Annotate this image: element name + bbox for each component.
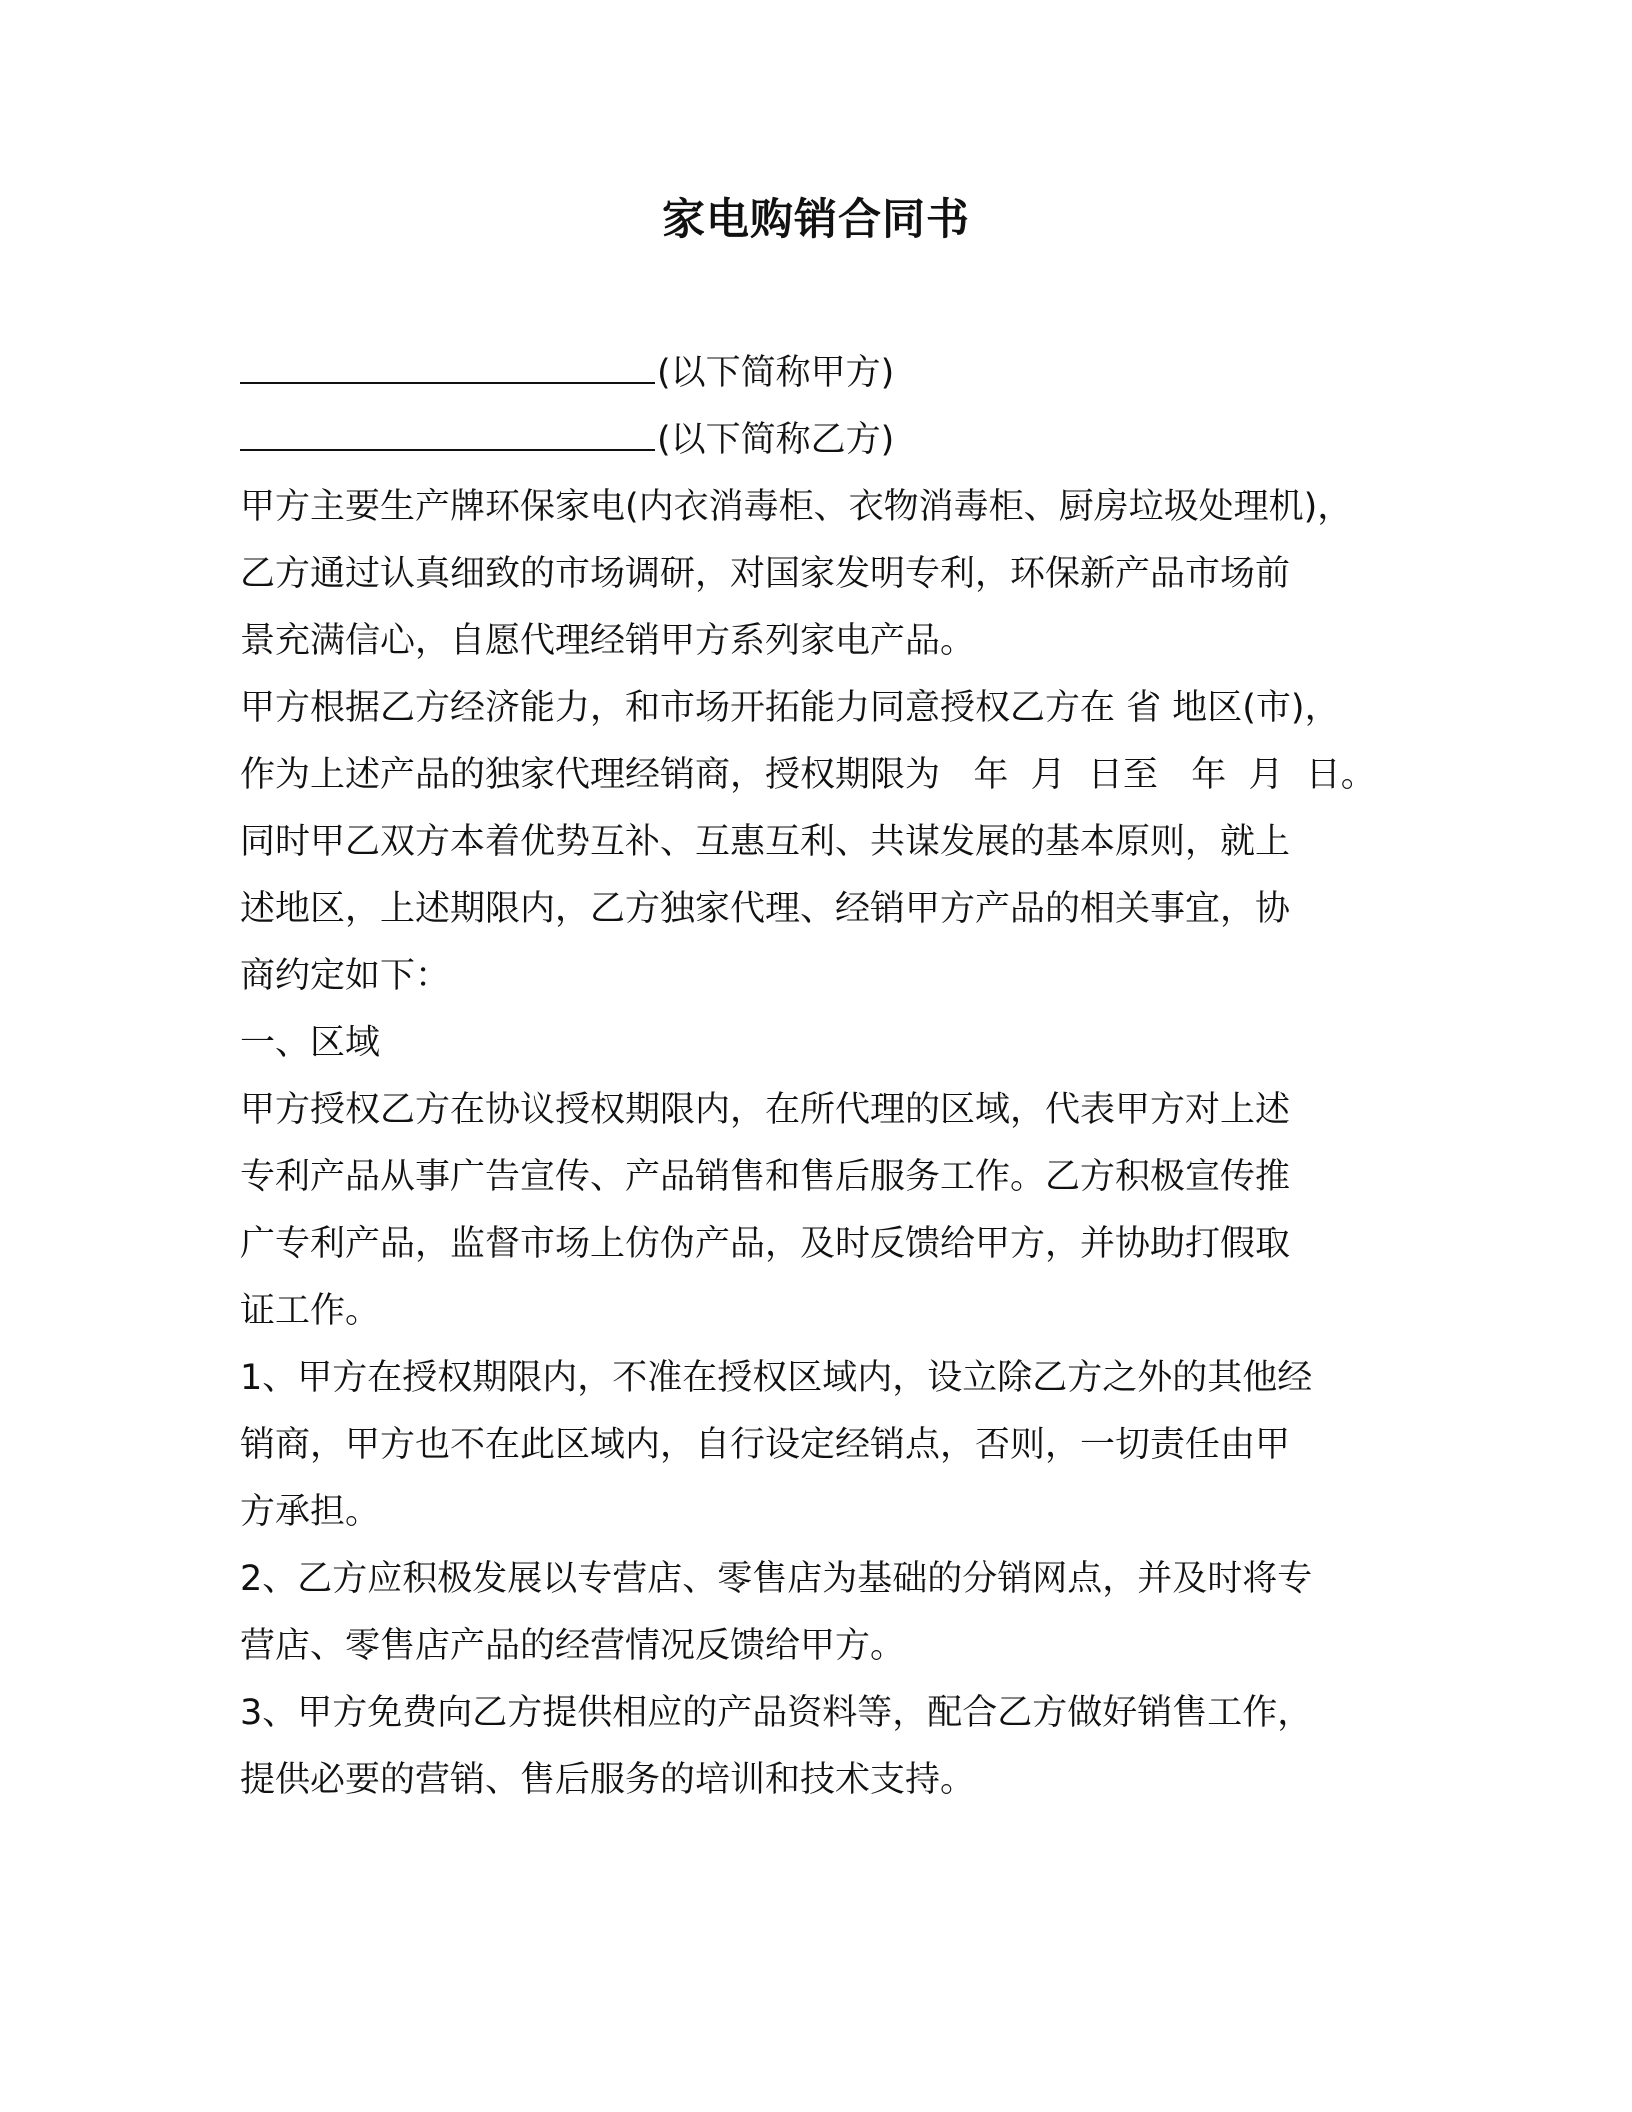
document-title: 家电购销合同书: [662, 195, 970, 245]
clause-1-line: 方承担。: [240, 1492, 381, 1532]
text-line: 商约定如下：: [240, 956, 451, 996]
clause-2-line: 2、乙方应积极发展以专营店、零售店为基础的分销网点，并及时将专: [240, 1559, 1313, 1599]
text-line: 专利产品从事广告宣传、产品销售和售后服务工作。乙方积极宣传推: [240, 1157, 1291, 1197]
text-line: 广专利产品，监督市场上仿伪产品，及时反馈给甲方，并协助打假取: [240, 1224, 1291, 1264]
text-line: 同时甲乙双方本着优势互补、互惠互利、共谋发展的基本原则，就上: [240, 822, 1291, 862]
text-line: 甲方主要生产牌环保家电(内衣消毒柜、衣物消毒柜、厨房垃圾处理机)，: [240, 487, 1353, 527]
text-line: 述地区，上述期限内，乙方独家代理、经销甲方产品的相关事宜，协: [240, 889, 1291, 929]
party-a-line: [240, 340, 1410, 407]
text-line: 乙方通过认真细致的市场调研，对国家发明专利，环保新产品市场前: [240, 554, 1291, 594]
text-line: 作为上述产品的独家代理经销商，授权期限为 年 月 日至 年 月 日。: [240, 755, 1376, 795]
party-a-blank: [240, 340, 655, 384]
party-b-label: (以下简称乙方): [657, 420, 895, 460]
text-line: 证工作。: [240, 1291, 381, 1331]
text-line: 甲方根据乙方经济能力，和市场开拓能力同意授权乙方在 省 地区(市)，: [240, 688, 1340, 728]
clause-2-line: 营店、零售店产品的经营情况反馈给甲方。: [240, 1626, 906, 1666]
clause-1-line: 销商，甲方也不在此区域内，自行设定经销点，否则，一切责任由甲: [240, 1425, 1291, 1465]
party-b-line: [240, 407, 1410, 474]
party-b-blank: [240, 407, 655, 451]
party-a-label: (以下简称甲方): [657, 353, 895, 393]
clause-3-line: 3、甲方免费向乙方提供相应的产品资料等，配合乙方做好销售工作，: [240, 1693, 1313, 1733]
text-line: 景充满信心，自愿代理经销甲方系列家电产品。: [240, 621, 976, 661]
text-line: 甲方授权乙方在协议授权期限内，在所代理的区域，代表甲方对上述: [240, 1090, 1291, 1130]
section-heading-region: 一、区域: [240, 1023, 381, 1063]
document-body: [240, 340, 1410, 1814]
clause-1-line: 1、甲方在授权期限内，不准在授权区域内，设立除乙方之外的其他经: [240, 1358, 1313, 1398]
clause-3-line: 提供必要的营销、售后服务的培训和技术支持。: [240, 1760, 976, 1800]
